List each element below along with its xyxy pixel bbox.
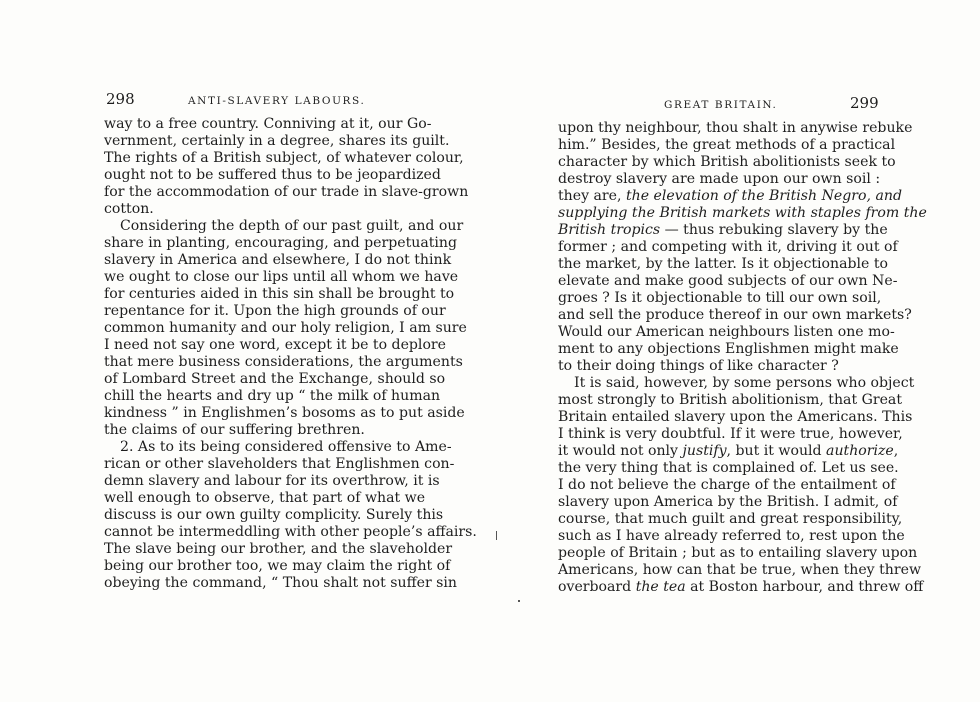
text-line [104,558,451,575]
text-line [558,120,913,137]
text-run: the market, by the latter. Is it objectionable to [558,256,888,272]
scan-mark [518,600,520,602]
text-line [104,439,452,456]
text-run: such as I have already referred to, rest upon the [558,528,905,544]
text-line [558,171,881,188]
text-line [558,341,899,358]
text-line [104,133,450,150]
text-run: way to a free country. Conniving at it, our Go- [104,116,432,132]
text-run: well enough to observe, that part of what we [104,490,426,506]
text-line [558,409,913,426]
text-line [558,477,896,494]
page-number: 299 [850,94,879,112]
text-run: discuss is our own guilty complicity. Surely this [104,507,444,523]
text-line [558,579,924,596]
text-line [558,222,888,239]
text-run: I do not believe the charge of the entailment of [558,477,896,493]
text-run: cannot be intermeddling with other people’s affairs. [104,524,477,540]
text-run: I think is very doubtful. If it were true, however, [558,426,903,442]
text-line [104,116,432,133]
italic-text: supplying the British markets with staples from the [558,205,927,221]
text-line [104,235,458,252]
text-line [558,307,912,324]
text-line [558,511,903,528]
text-run: The slave being our brother, and the slaveholder [104,541,453,557]
text-run: Considering the depth of our past guilt, and our [120,218,464,234]
text-line [104,320,467,337]
text-run: chill the hearts and dry up “ the milk of human [104,388,441,404]
right-page [490,0,980,702]
text-run: the very thing that is complained of. Let us see. [558,460,899,476]
text-line [558,256,888,273]
text-run: the claims of our suffering brethren. [104,422,365,438]
text-run: demn slavery and labour for its overthrow, it is [104,473,440,489]
text-line [104,303,446,320]
text-line [104,473,440,490]
text-line [558,562,922,579]
text-run: people of Britain ; but as to entailing slavery upon [558,545,918,561]
text-run: slavery in America and elsewhere, I do not think [104,252,452,268]
text-run: share in planting, encouraging, and perpetuating [104,235,458,251]
text-run: character by which British abolitionists seek to [558,154,896,170]
text-run: Americans, how can that be true, when they threw [558,562,922,578]
text-run: repentance for it. Upon the high grounds of our [104,303,446,319]
text-line [104,354,463,371]
text-run: course, that much guilt and great responsibility, [558,511,903,527]
text-line [104,456,455,473]
text-line [558,460,899,477]
text-run: ment to any objections Englishmen might make [558,341,899,357]
text-run: it would not only [558,443,683,459]
text-run: , but it would [726,443,827,459]
text-line [104,337,447,354]
text-run: elevate and make good subjects of our own Ne- [558,273,898,289]
text-line [104,167,441,184]
text-line [558,392,902,409]
text-run: destroy slavery are made upon our own soil : [558,171,881,187]
text-run: ought not to be suffered thus to be jeopardized [104,167,441,183]
text-line [558,528,905,545]
text-line [104,507,444,524]
text-run: most strongly to British abolitionism, that Great [558,392,902,408]
text-line [104,422,422,439]
text-line [104,269,459,286]
text-run: common humanity and our holy religion, I am sure [104,320,467,336]
text-run: It is said, however, by some persons who object [574,375,915,391]
text-line [104,184,469,201]
text-line [104,490,426,507]
text-line [558,375,915,392]
text-line [104,286,455,303]
text-line [558,358,877,375]
text-line [558,137,896,154]
text-line [558,443,899,460]
text-run: being our brother too, we may claim the right of [104,558,451,574]
text-run: I need not say one word, except it be to deplore [104,337,447,353]
running-head: ANTI-SLAVERY LABOURS. [188,95,366,107]
text-run: Would our American neighbours listen one mo- [558,324,895,340]
text-line [104,371,446,388]
text-run: groes ? Is it objectionable to till our own soil, [558,290,882,306]
text-run: for centuries aided in this sin shall be brought to [104,286,455,302]
italic-text: authorize [826,443,894,459]
text-run: to their doing things of like character ? [558,358,839,374]
text-line [558,545,918,562]
text-run: upon thy neighbour, thou shalt in anywise rebuke [558,120,913,136]
running-head: GREAT BRITAIN. [664,99,778,111]
text-run: vernment, certainly in a degree, shares its guilt. [104,133,450,149]
italic-text: justify [682,443,727,459]
text-run: rican or other slaveholders that Englishmen con- [104,456,455,472]
text-run: cotton. [104,201,154,217]
text-line [558,290,882,307]
text-run: him.” Besides, the great methods of a practical [558,137,896,153]
text-line [558,426,903,443]
text-line [104,405,465,422]
italic-text: the elevation of the British Negro, and [625,188,902,204]
text-run: former ; and competing with it, driving it out of [558,239,898,255]
text-run: obeying the command, “ Thou shalt not suffer sin [104,575,457,591]
text-line [558,205,927,222]
text-run: that mere business considerations, the arguments [104,354,463,370]
text-line [104,524,477,541]
text-run: Britain entailed slavery upon the Americans. This [558,409,913,425]
scan-mark [496,531,497,540]
text-line [558,239,898,256]
text-run: slavery upon America by the British. I admit, of [558,494,898,510]
page-number: 298 [106,90,135,108]
text-line [104,252,452,269]
text-line [104,388,441,405]
text-run: overboard [558,579,636,595]
body-text [558,120,927,596]
text-run: of Lombard Street and the Exchange, should so [104,371,446,387]
text-run: 2. As to its being considered offensive to Ame- [120,439,452,455]
italic-text: British tropics [558,222,661,238]
text-line [558,188,902,205]
text-line [104,218,464,235]
text-line [104,541,453,558]
text-line [558,154,896,171]
text-line [104,201,422,218]
text-run: and sell the produce thereof in our own markets? [558,307,912,323]
text-line [558,324,895,341]
body-text [104,116,477,592]
text-run: The rights of a British subject, of whatever colour, [104,150,464,166]
text-line [104,575,457,592]
text-run: , [893,443,899,459]
text-run: for the accommodation of our trade in slave-grown [104,184,469,200]
text-run: at Boston harbour, and threw off [685,579,924,595]
text-run: — thus rebuking slavery by the [660,222,888,238]
text-run: kindness ” in Englishmen’s bosoms as to put aside [104,405,465,421]
text-run: we ought to close our lips until all whom we have [104,269,459,285]
italic-text: the tea [635,579,686,595]
text-line [104,150,464,167]
text-run: they are, [558,188,626,204]
text-line [558,273,898,290]
text-line [558,494,898,511]
